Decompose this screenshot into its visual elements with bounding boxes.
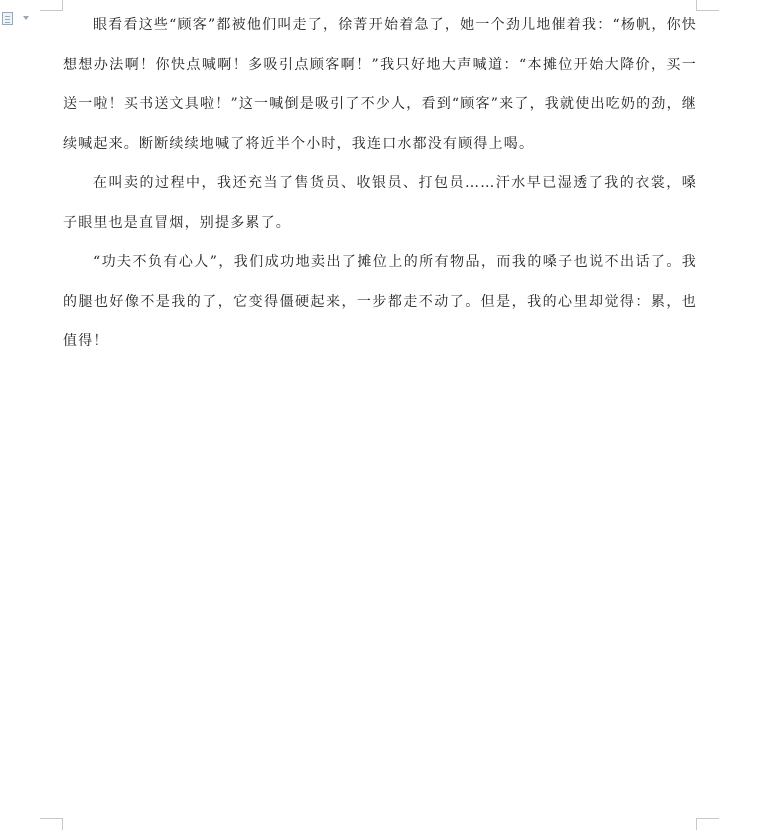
crop-mark-top-left [40,0,63,11]
document-icon [2,12,13,25]
paragraph-3[interactable]: “功夫不负有心人”，我们成功地卖出了摊位上的所有物品，而我的嗓子也说不出话了。我的腿也好像不是我的了，它变得僵硬起来，一步都走不动了。但是，我的心里却觉得：累，也值得！ [63,254,697,349]
chevron-down-icon [23,16,29,20]
paragraph-1[interactable]: 眼看看这些“顾客”都被他们叫走了，徐菁开始着急了，她一个劲儿地催着我：“杨帆，你快想想办法啊！你快点喊啊！多吸引点顾客啊！”我只好地大声喊道：“本摊位开始大降价，买一送一啦！买书送文具啦！”这一喊倒是吸引了不少人，看到“顾客”来了，我就使出吃奶的劲，继续喊起来。断断续续地喊了将近半个小时，我连口水都没有顾得上喝。 [63,17,697,152]
crop-mark-top-right [696,0,719,11]
crop-mark-bottom-right [696,818,719,830]
paragraph-options-icon[interactable] [2,10,32,26]
crop-mark-bottom-left [40,818,63,830]
document-body[interactable] [63,6,697,362]
paragraph-2[interactable]: 在叫卖的过程中，我还充当了售货员、收银员、打包员……汗水早已湿透了我的衣裳，嗓子眼里也是直冒烟，别提多累了。 [63,175,697,231]
